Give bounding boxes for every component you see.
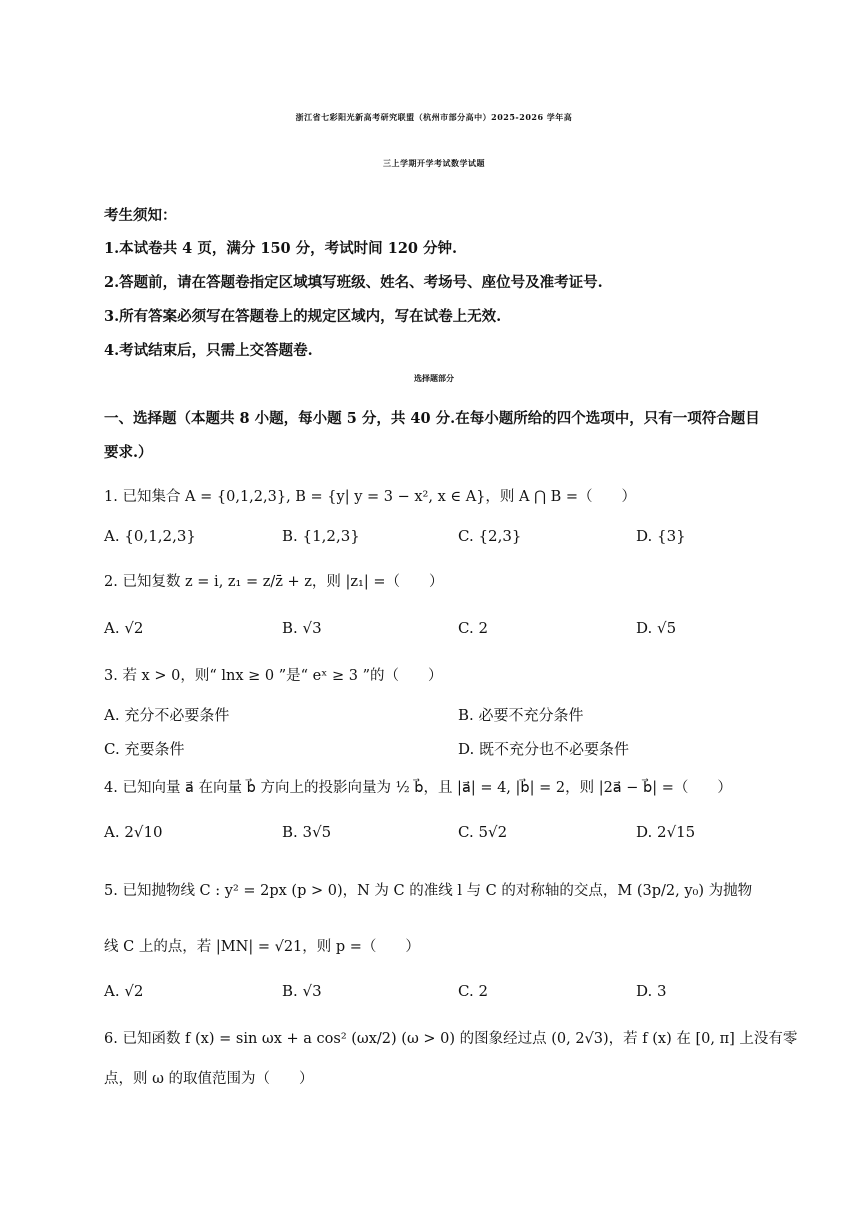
question-3-option-d: D. 既不充分也不必要条件 [458,740,630,758]
question-1-option-c: C. {2,3} [458,527,522,545]
question-2-option-d: D. √5 [636,619,677,637]
notice-item-2: 2.答题前，请在答题卷指定区域填写班级、姓名、考场号、座位号及准考证号. [104,274,603,291]
question-1-stem: 1. 已知集合 A = {0,1,2,3}, B = {y| y = 3 − x², x ∈ A}，则 A ⋂ B =（ ） [104,489,637,505]
question-4-stem: 4. 已知向量 a⃗ 在向量 b⃗ 方向上的投影向量为 ½ b⃗，且 |a⃗| = 4, |b⃗| = 2，则 |2a⃗ − b⃗| =（ ） [104,780,732,796]
question-4-option-b: B. 3√5 [282,823,332,841]
question-1-option-a: A. {0,1,2,3} [104,527,196,545]
question-3-option-c: C. 充要条件 [104,740,185,758]
question-5-stem-line1: 5. 已知抛物线 C : y² = 2px (p > 0)，N 为 C 的准线 l 与 C 的对称轴的交点，M (3p/2, y₀) 为抛物 [104,883,753,899]
question-1-option-b: B. {1,2,3} [282,527,360,545]
question-4-option-d: D. 2√15 [636,823,696,841]
question-4-option-a: A. 2√10 [104,823,163,841]
question-5-option-c: C. 2 [458,982,489,1000]
notice-item-1: 1.本试卷共 4 页，满分 150 分，考试时间 120 分钟. [104,240,458,257]
notice-item-4: 4.考试结束后，只需上交答题卷. [104,342,313,359]
page-title-line1: 浙江省七彩阳光新高考研究联盟（杭州市部分高中）2025-2026 学年高 [295,112,573,122]
question-5-stem-line2: 线 C 上的点，若 |MN| = √21，则 p =（ ） [104,939,420,955]
question-5-option-a: A. √2 [104,982,144,1000]
question-6-stem-line2: 点，则 ω 的取值范围为（ ） [104,1071,314,1087]
question-2-option-b: B. √3 [282,619,322,637]
question-3-option-b: B. 必要不充分条件 [458,706,584,724]
part-heading-line1: 一、选择题（本题共 8 小题，每小题 5 分，共 40 分.在每小题所给的四个选项中，只有一项符合题目 [104,410,760,427]
notice-item-3: 3.所有答案必须写在答题卷上的规定区域内，写在试卷上无效. [104,308,502,325]
question-3-stem: 3. 若 x > 0，则“ lnx ≥ 0 ”是“ eˣ ≥ 3 ”的（ ） [104,668,443,684]
part-heading-line2: 要求.） [104,444,153,461]
question-2-stem: 2. 已知复数 z = i, z₁ = z/z̄ + z，则 |z₁| =（ ） [104,574,444,590]
question-2-option-c: C. 2 [458,619,489,637]
question-2-option-a: A. √2 [104,619,144,637]
section-title: 选择题部分 [414,373,454,383]
question-4-option-c: C. 5√2 [458,823,508,841]
question-6-stem-line1: 6. 已知函数 f (x) = sin ωx + a cos² (ωx/2) (ω > 0) 的图象经过点 (0, 2√3)，若 f (x) 在 [0, π] 上没有零 [104,1031,798,1047]
question-5-option-d: D. 3 [636,982,667,1000]
question-3-option-a: A. 充分不必要条件 [104,706,230,724]
page-title-line2: 三上学期开学考试数学试题 [383,158,485,168]
question-5-option-b: B. √3 [282,982,322,1000]
question-1-option-d: D. {3} [636,527,686,545]
notice-heading: 考生须知： [104,207,177,224]
